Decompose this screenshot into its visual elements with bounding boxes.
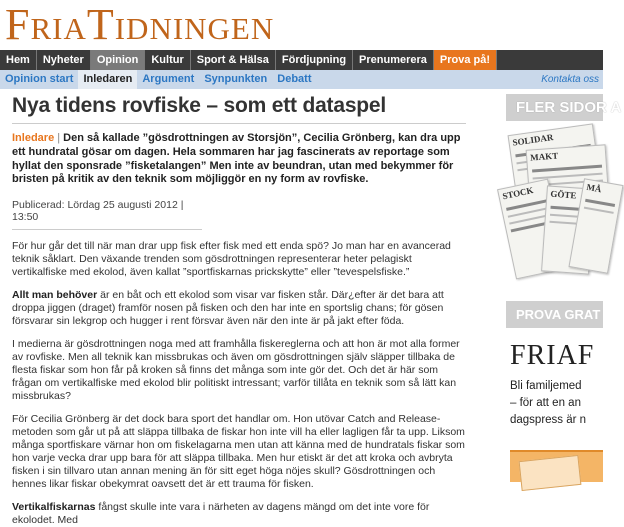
subnav-item-argument[interactable]: Argument <box>142 73 195 85</box>
sidebar-promo-image[interactable] <box>510 450 603 482</box>
divider <box>12 123 466 124</box>
nav-item-sport-halsa[interactable]: Sport & Hälsa <box>191 50 276 70</box>
kicker-separator: | <box>57 132 61 144</box>
nav-item-prova-pa[interactable]: Prova på! <box>434 50 497 70</box>
sidebar-text-line: – för att en an <box>510 397 581 409</box>
paragraph <box>12 413 466 491</box>
paragraph-text: För hur går det till när man drar upp fisk efter fisk med ett enda spö? Jo man har en avancerad teknik såklart. Den växande trenden som gösdrottningen representerar heter pelagiskt vertikalfiske med ekolod, även kallat ”sportfiskarnas prickskytte” eller ”tevespelsfiske.” <box>12 240 451 279</box>
text-line <box>585 199 615 207</box>
paragraph <box>12 501 466 527</box>
sidebar-text-line: Bli familjemed <box>510 380 582 392</box>
article <box>12 94 466 527</box>
nav-item-fordjupning[interactable]: Fördjupning <box>276 50 353 70</box>
lead-text: Den så kallade ”gösdrottningen av Storsjön”, Cecilia Grönberg, kan dra upp ett hundratal gösar om dagen. Hela sommaren har jag fascinerats av reportage som hyllat den sponsrade ”fisketalangen” Men inte av beundran, utan med bekymmer för bristen på kritik av den teknik som möjliggör en ny form av rovfiske. <box>12 132 461 186</box>
subnav-item-inledaren[interactable]: Inledaren <box>78 70 137 89</box>
nav-item-hem[interactable]: Hem <box>0 50 37 70</box>
text-line <box>532 165 602 173</box>
subnav-item-debatt[interactable]: Debatt <box>277 73 312 85</box>
article-body <box>12 240 466 527</box>
nav-item-prenumerera[interactable]: Prenumerera <box>353 50 434 70</box>
sidebar-text-line: dagspress är n <box>510 414 587 426</box>
contact-link[interactable]: Kontakta oss <box>541 74 599 85</box>
nav-item-kultur[interactable]: Kultur <box>145 50 190 70</box>
sidebar <box>501 94 622 426</box>
paragraph-runin: Vertikalfiskarnas <box>12 501 96 514</box>
newspaper-masthead: STOCK <box>501 184 535 202</box>
paragraph <box>12 240 466 279</box>
newspaper-stack-image[interactable] <box>501 125 603 275</box>
paragraph-runin: Allt man behöver <box>12 289 98 302</box>
subnav-item-opinion-start[interactable]: Opinion start <box>5 73 74 85</box>
article-kicker[interactable]: Inledare <box>12 132 55 144</box>
article-lead <box>12 132 466 187</box>
main-navigation <box>0 50 603 70</box>
sidebar-membership-text <box>510 378 603 429</box>
paragraph <box>12 338 466 403</box>
published-date: Publicerad: Lördag 25 augusti 2012 | 13:50 <box>12 199 202 230</box>
promo-sheet <box>519 455 582 491</box>
paragraph-text: För Cecilia Grönberg är det dock bara sport det handlar om. Hon utövar Catch and Release-metoden som går ut på att släppa tillbaka de fiskar hon inte vill ha eller lagligen får ta upp. Liksom många sportfiskare värnar hon om fiskelagarna men utan att känna med de hundratals fiskar som hon varje vecka drar upp bara för att släppa tillbaka. Men hur etiskt är det att kroka och avbryta fisken i sin tillvaro utan annan mening än för sitt eget höga nöjes skull? Gösdrottningen och hennes likar fiskar obekymrat oavsett det är ett trauma för fisken. <box>12 413 465 491</box>
masthead <box>0 0 603 50</box>
paragraph-text: fångst skulle inte vara i närheten av dagens mängd om det inte vore för ekolodet. Med <box>12 501 430 527</box>
sidebar-more-pages-header[interactable]: FLER SIDOR A <box>506 94 603 121</box>
site-logo[interactable]: FriaTidningen <box>5 0 275 49</box>
paragraph-text: är en båt och ett ekolod som visar var fisken står. Där¿efter är det bara att droppa jiggen (draget) framför nosen på fisken och den har inte en sportslig chans; för gösen försvarar sin lekgrop och hugger i rent försvar även när den inte är på jakt efter föda. <box>12 289 444 328</box>
paragraph-text: I medierna är gösdrottningen noga med att framhålla fiskereglerna och att hon är mot alla former av rovfiske. Men all teknik kan missbrukas och även om gösdrottningen själv släpper tillbaka de flesta fiskar som hon får på kroken så finns det många som inte gör det. Och det är här som frågan om vertikalfiske med ekolod blir politiskt intressant; varför tillåta en teknik som så lätt kan missbrukas? <box>12 338 460 403</box>
newspaper-masthead: SOLIDAR <box>511 132 554 148</box>
nav-item-opinion[interactable]: Opinion <box>91 50 146 70</box>
article-headline: Nya tidens rovfiske – som ett dataspel <box>12 94 387 117</box>
subnav-item-synpunkten[interactable]: Synpunkten <box>204 73 268 85</box>
newspaper-masthead: MAKT <box>529 150 559 163</box>
sidebar-try-free-header[interactable]: PROVA GRAT <box>506 301 603 328</box>
sidebar-fria-logo[interactable]: FRIAF <box>510 340 595 371</box>
text-line <box>584 207 614 214</box>
nav-item-nyheter[interactable]: Nyheter <box>37 50 91 70</box>
paragraph <box>12 289 466 328</box>
newspaper-masthead: MÅ <box>585 181 603 195</box>
newspaper-masthead: GÖTE <box>550 188 577 201</box>
sub-navigation <box>0 70 603 89</box>
